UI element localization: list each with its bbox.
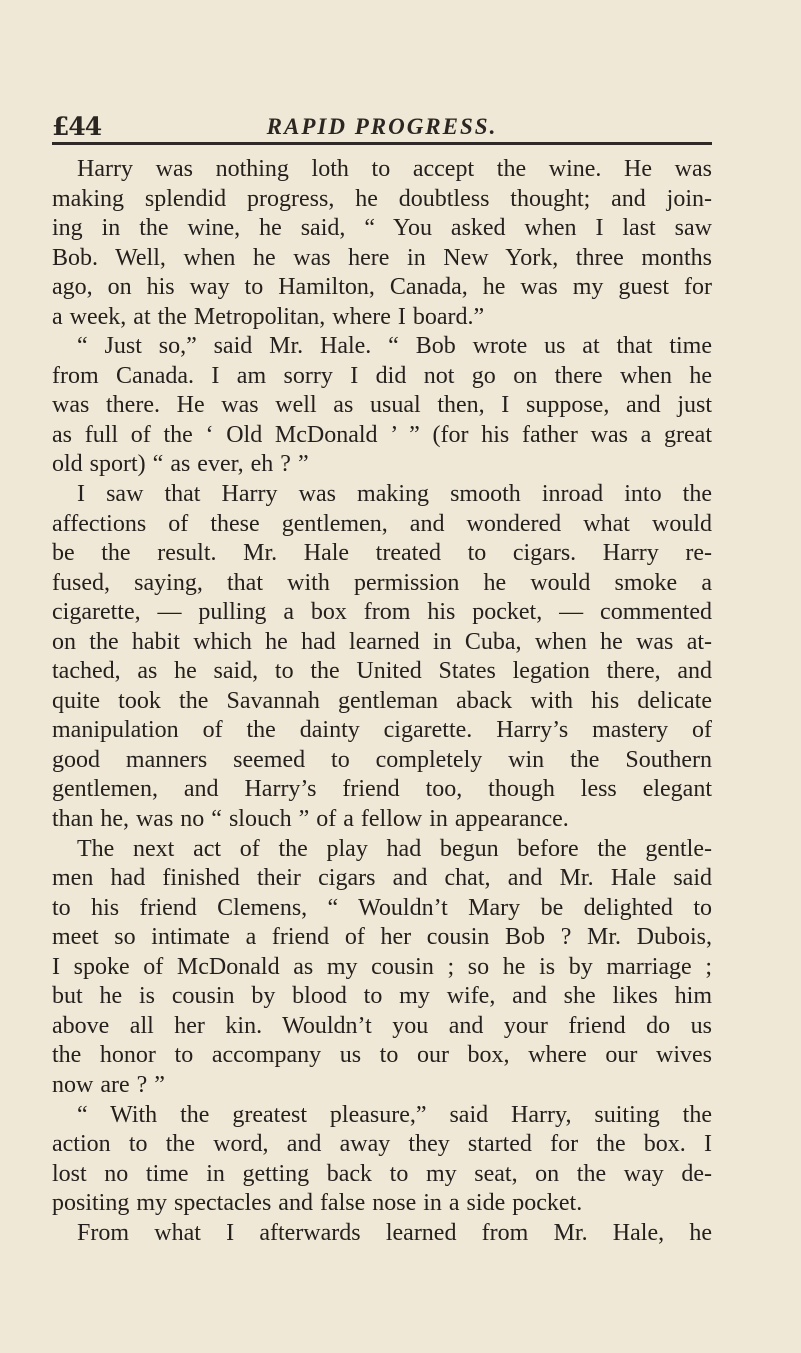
text-line: affections of these gentlemen, and wondered what would — [52, 510, 712, 537]
text-line: but he is cousin by blood to my wife, and she likes him — [52, 983, 712, 1010]
text-line: “ Just so,” said Mr. Hale. “ Bob wrote us at that time — [77, 333, 712, 360]
text-line: manipulation of the dainty cigarette. Harry’s mastery of — [52, 717, 712, 744]
page-header — [52, 112, 712, 146]
text-line: action to the word, and away they started for the box. I — [52, 1131, 712, 1158]
text-line: as full of the ‘ Old McDonald ’ ” (for his father was a great — [52, 421, 712, 448]
text-line: be the result. Mr. Hale treated to cigars. Harry re- — [52, 540, 712, 567]
text-line: was there. He was well as usual then, I suppose, and just — [52, 392, 712, 419]
text-line: to his friend Clemens, “ Wouldn’t Mary be delighted to — [52, 894, 712, 921]
page-number: £44 — [52, 112, 102, 141]
running-head: RAPID PROGRESS. — [266, 114, 498, 139]
text-line: Bob. Well, when he was here in New York, three months — [52, 244, 712, 271]
text-line: tached, as he said, to the United States legation there, and — [52, 658, 712, 685]
text-line: good manners seemed to completely win the Southern — [52, 746, 712, 773]
text-line: on the habit which he had learned in Cuba, when he was at- — [52, 628, 712, 655]
text-line: making splendid progress, he doubtless thought; and join- — [52, 185, 712, 212]
text-line: gentlemen, and Harry’s friend too, though less elegant — [52, 776, 712, 803]
text-line: meet so intimate a friend of her cousin Bob ? Mr. Dubois, — [52, 924, 712, 951]
text-line: the honor to accompany us to our box, where our wives — [52, 1042, 712, 1069]
text-line: I spoke of McDonald as my cousin ; so he is by marriage ; — [52, 953, 712, 980]
text-line: cigarette, — pulling a box from his pocket, — commented — [52, 599, 712, 626]
text-line: than he, was no “ slouch ” of a fellow in appearance. — [52, 806, 569, 833]
text-line: a week, at the Metropolitan, where I board.” — [52, 303, 485, 330]
text-line: men had finished their cigars and chat, and Mr. Hale said — [52, 865, 712, 892]
text-line: From what I afterwards learned from Mr. Hale, he — [77, 1219, 712, 1246]
text-line: “ With the greatest pleasure,” said Harry, suiting the — [77, 1101, 712, 1128]
text-line: lost no time in getting back to my seat, on the way de- — [52, 1160, 712, 1187]
text-line: The next act of the play had begun before the gentle- — [77, 835, 712, 862]
text-line: from Canada. I am sorry I did not go on there when he — [52, 362, 712, 389]
header-rule — [52, 142, 712, 145]
text-line: now are ? ” — [52, 1071, 165, 1098]
text-line: ago, on his way to Hamilton, Canada, he was my guest for — [52, 274, 712, 301]
text-line: positing my spectacles and false nose in a side pocket. — [52, 1190, 583, 1217]
text-line: quite took the Savannah gentleman aback with his delicate — [52, 687, 712, 714]
text-line: I saw that Harry was making smooth inroad into the — [77, 481, 712, 508]
text-line: ing in the wine, he said, “ You asked when I last saw — [52, 215, 712, 242]
text-line: Harry was nothing loth to accept the wine. He was — [77, 156, 712, 182]
text-line: above all her kin. Wouldn’t you and your friend do us — [52, 1012, 712, 1039]
body-text — [52, 155, 712, 1248]
text-line: fused, saying, that with permission he would smoke a — [52, 569, 712, 596]
text-line: old sport) “ as ever, eh ? ” — [52, 451, 309, 478]
